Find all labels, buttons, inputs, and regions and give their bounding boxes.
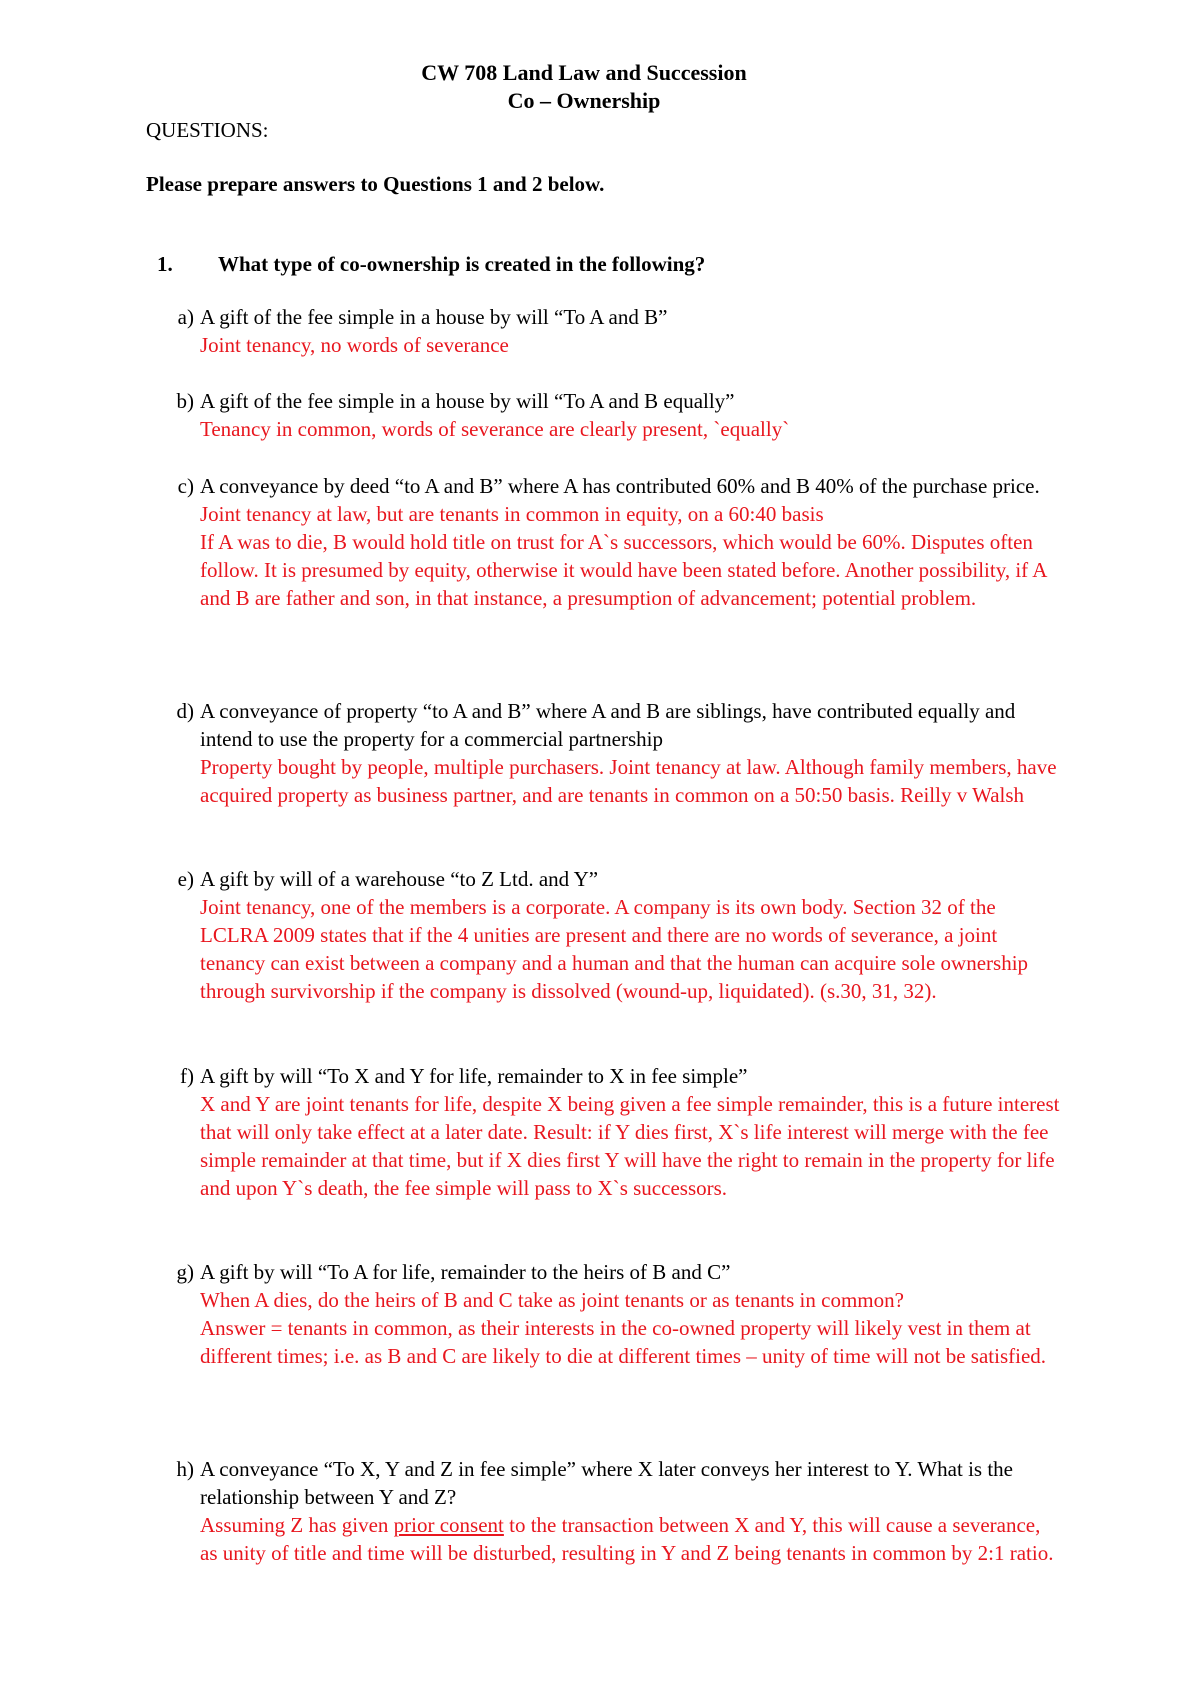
- item-question: A gift by will of a warehouse “to Z Ltd. and Y”: [200, 867, 599, 891]
- list-item-e: [177, 865, 1060, 1005]
- item-question: A conveyance by deed “to A and B” where A has contributed 60% and B 40% of the purchase price.: [200, 474, 1040, 498]
- item-label: h): [176, 1457, 194, 1481]
- item-question: A gift of the fee simple in a house by will “To A and B equally”: [200, 389, 735, 413]
- item-question: A gift by will “To X and Y for life, remainder to X in fee simple”: [200, 1064, 748, 1088]
- underlined-phrase: prior consent: [393, 1513, 504, 1537]
- item-answer-continued: Answer = tenants in common, as their interests in the co-owned property will likely vest in them at different times; i.e. as B and C are likely to die at different times – unity of time will not be satisfied.: [200, 1316, 1047, 1368]
- item-question: A conveyance “To X, Y and Z in fee simple” where X later conveys her interest to Y. What is the relationship between Y and Z?: [200, 1457, 1013, 1509]
- item-answer: Joint tenancy, no words of severance: [200, 333, 509, 357]
- questions-label: QUESTIONS:: [146, 118, 269, 142]
- question-1-number: 1.: [157, 252, 173, 276]
- list-item-d: [176, 697, 1060, 809]
- item-question: A conveyance of property “to A and B” where A and B are siblings, have contributed equally and intend to use the property for a commercial partnership: [200, 699, 1016, 751]
- item-label: a): [177, 305, 194, 329]
- instruction-text: Please prepare answers to Questions 1 and 2 below.: [146, 172, 605, 196]
- item-answer: Joint tenancy, one of the members is a corporate. A company is its own body. Section 32 of the LCLRA 2009 states that if the 4 unities are present and there are no words of severance, a joint tenancy can exist between a company and a human and that the human can acquire sole ownership through survivorship if the company is dissolved (wound-up, liquidated). (s.30, 31, 32).: [200, 895, 1029, 1003]
- item-label: g): [176, 1260, 194, 1284]
- list-item-h: [176, 1455, 1060, 1567]
- item-label: b): [176, 389, 194, 413]
- course-title: CW 708 Land Law and Succession: [421, 60, 747, 85]
- item-answer: Joint tenancy at law, but are tenants in common in equity, on a 60:40 basis: [200, 502, 824, 526]
- item-label: e): [177, 867, 194, 891]
- answer-text-start: Assuming Z has given: [200, 1513, 394, 1537]
- list-item-a: [177, 303, 1060, 359]
- topic-title: Co – Ownership: [507, 88, 661, 113]
- question-1-text: What type of co-ownership is created in the following?: [218, 252, 706, 276]
- list-item-c: [177, 472, 1060, 612]
- item-label: f): [180, 1064, 194, 1088]
- item-answer: [200, 1511, 1060, 1567]
- item-answer: Property bought by people, multiple purchasers. Joint tenancy at law. Although family members, have acquired property as business partner, and are tenants in common on a 50:50 basis. Reilly v Walsh: [200, 755, 1057, 807]
- item-question: A gift of the fee simple in a house by will “To A and B”: [200, 305, 668, 329]
- list-item-f: [180, 1062, 1060, 1202]
- item-label: d): [176, 699, 194, 723]
- item-answer-continued: If A was to die, B would hold title on trust for A`s successors, which would be 60%. Disputes often follow. It is presumed by equity, otherwise it would have been stated before. Another possibility, if A and B are father and son, in that instance, a presumption of advancement; potential problem.: [200, 530, 1047, 610]
- item-answer: When A dies, do the heirs of B and C take as joint tenants or as tenants in common?: [200, 1288, 904, 1312]
- item-answer: X and Y are joint tenants for life, despite X being given a fee simple remainder, this is a future interest that will only take effect at a later date. Result: if Y dies first, X`s life interest will merge with the fee simple remainder at that time, but if X dies first Y will have the right to remain in the property for life and upon Y`s death, the fee simple will pass to X`s successors.: [200, 1092, 1060, 1200]
- item-answer: Tenancy in common, words of severance are clearly present, `equally`: [200, 417, 790, 441]
- list-item-b: [176, 387, 1060, 443]
- list-item-g: [176, 1258, 1060, 1370]
- answer-text-end: to the transaction between X and Y, this will cause a severance, as unity of title and time will be disturbed, resulting in Y and Z being tenants in common by 2:1 ratio.: [200, 1513, 1054, 1565]
- item-label: c): [177, 474, 194, 498]
- item-question: A gift by will “To A for life, remainder to the heirs of B and C”: [200, 1260, 731, 1284]
